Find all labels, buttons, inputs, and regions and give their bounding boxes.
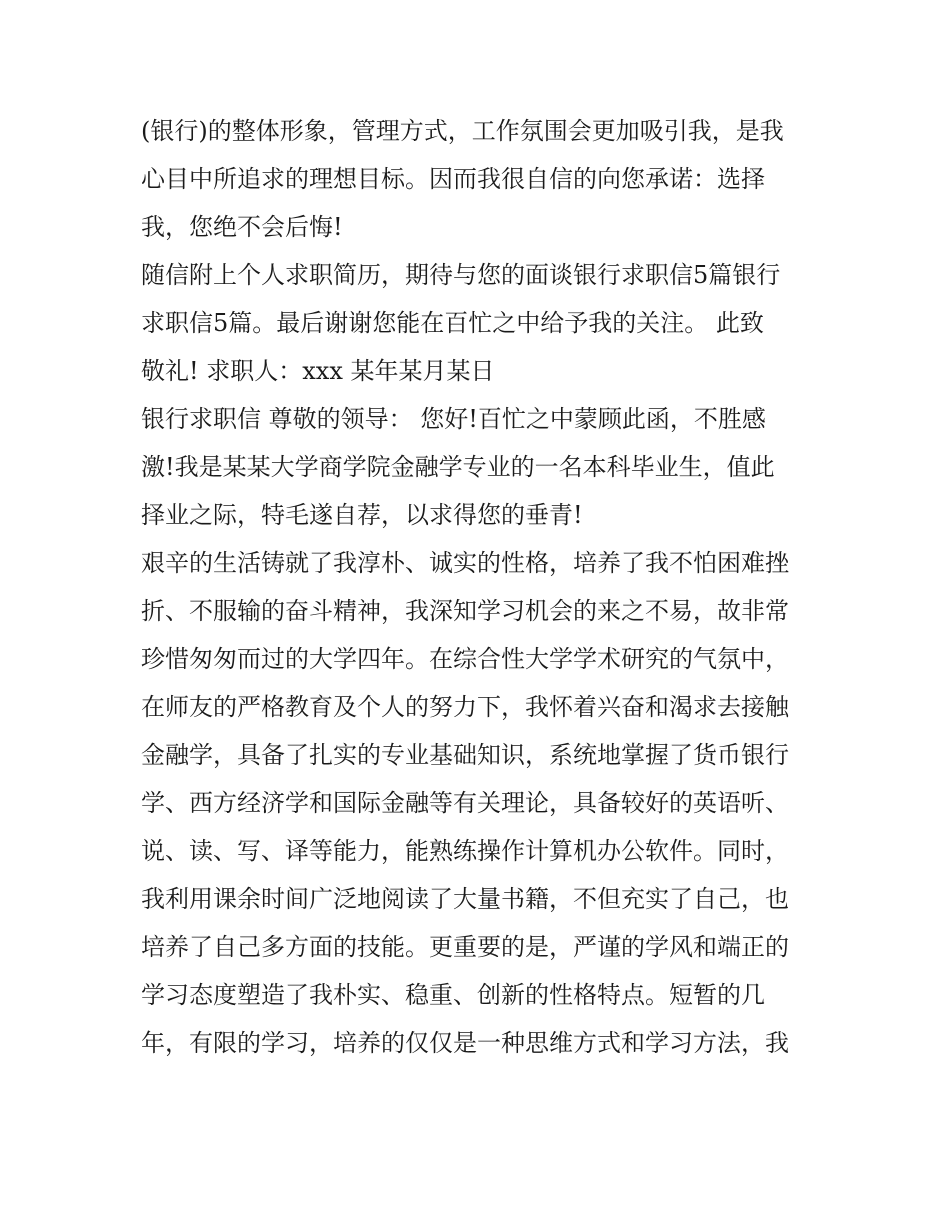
text-line: 激!我是某某大学商学院金融学专业的一名本科毕业生，值此 — [141, 453, 775, 481]
text-line: 说、读、写、译等能力，能熟练操作计算机办公软件。同时， — [141, 837, 789, 865]
text-line: 求职信5篇。最后谢谢您能在百忙之中给予我的关注。 此致 — [141, 309, 764, 337]
text-line: 学、西方经济学和国际金融等有关理论，具备较好的英语听、 — [141, 789, 789, 817]
text-line: 心目中所追求的理想目标。因而我很自信的向您承诺：选择 — [141, 165, 765, 193]
letter-body — [141, 107, 821, 1067]
text-line: (银行)的整体形象，管理方式，工作氛围会更加吸引我，是我 — [141, 117, 784, 145]
text-line: 金融学，具备了扎实的专业基础知识，系统地掌握了货币银行 — [141, 741, 789, 769]
text-line: 学习态度塑造了我朴实、稳重、创新的性格特点。短暂的几 — [141, 981, 765, 1009]
text-line: 我，您绝不会后悔! — [141, 213, 343, 241]
text-line: 银行求职信 尊敬的领导： 您好!百忙之中蒙顾此函，不胜感 — [141, 405, 766, 433]
text-line: 敬礼! 求职人：xxx 某年某月某日 — [141, 357, 495, 385]
text-line: 折、不服输的奋斗精神，我深知学习机会的来之不易，故非常 — [141, 597, 789, 625]
text-line: 择业之际，特毛遂自荐，以求得您的垂青! — [141, 501, 583, 529]
text-line: 在师友的严格教育及个人的努力下，我怀着兴奋和渴求去接触 — [141, 693, 789, 721]
text-line: 艰辛的生活铸就了我淳朴、诚实的性格，培养了我不怕困难挫 — [141, 549, 789, 577]
text-line: 珍惜匆匆而过的大学四年。在综合性大学学术研究的气氛中， — [141, 645, 789, 673]
text-line: 随信附上个人求职简历，期待与您的面谈银行求职信5篇银行 — [141, 261, 781, 289]
text-line: 年，有限的学习，培养的仅仅是一种思维方式和学习方法，我 — [141, 1029, 789, 1057]
text-line: 我利用课余时间广泛地阅读了大量书籍，不但充实了自己，也 — [141, 885, 789, 913]
text-line: 培养了自己多方面的技能。更重要的是，严谨的学风和端正的 — [141, 933, 789, 961]
